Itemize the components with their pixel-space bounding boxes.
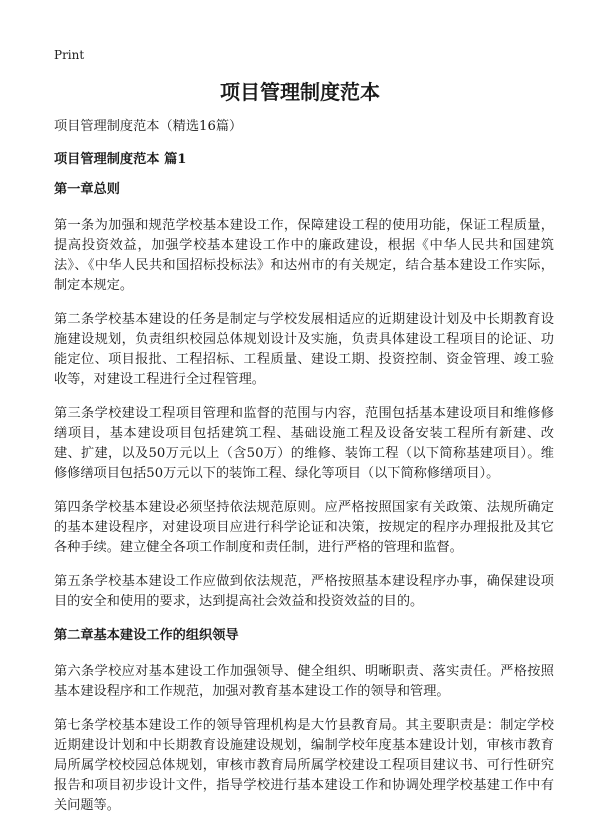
print-link[interactable]: Print: [54, 48, 85, 62]
document-body: [54, 117, 554, 830]
chapter-1-paragraph: 第四条学校基本建设必须坚持依法规范原则。应严格按照国家有关政策、法规所确定的基本建设程序，对建设项目应进行科学论证和决策，按规定的程序办理报批及其它各种手续。建立健全各项工作制度和责任制，进行严格的管理和监督。: [54, 500, 554, 555]
chapter-1-paragraph: 第五条学校基本建设工作应做到依法规范，严格按照基本建设程序办事，确保建设项目的安全和使用的要求，达到提高社会效益和投资效益的目的。: [54, 574, 554, 609]
chapter-1-paragraph: 第二条学校基本建设的任务是制定与学校发展相适应的近期建设计划及中长期教育设施建设规划，负责组织校园总体规划设计及实施，负责具体建设工程项目的论证、功能定位、项目报批、工程招标、工程质量、建设工期、投资控制、资金管理、竣工验收等，对建设工程进行全过程管理。: [54, 312, 554, 387]
chapter-1-paragraph: 第三条学校建设工程项目管理和监督的范围与内容，范围包括基本建设项目和维修修缮项目，基本建设项目包括建筑工程、基础设施工程及设备安装工程所有新建、改建、扩建，以及50万元以上（含50万）的维修、装饰工程（以下简称基建项目）。维修修缮项目包括50万元以下的装饰工程、绿化等项目（以下简称修缮项目）。: [54, 406, 554, 481]
document-subtitle: 项目管理制度范本（精选16篇）: [54, 119, 243, 134]
chapter-2-heading: 第二章基本建设工作的组织领导: [54, 628, 239, 643]
chapter-2-paragraph: 第七条学校基本建设工作的领导管理机构是大竹县教育局。其主要职责是：制定学校近期建设计划和中长期教育设施建设规划，编制学校年度基本建设计划，审核市教育局所属学校校园总体规划，审核市教育局所属学校建设工程项目建议书、可行性研究报告和项目初步设计文件，指导学校进行基本建设工作和协调处理学校基建工作中有关问题等。: [54, 718, 554, 813]
chapter-1-paragraph: 第一条为加强和规范学校基本建设工作，保障建设工程的使用功能，保证工程质量，提高投资效益，加强学校基本建设工作中的廉政建设，根据《中华人民共和国建筑法》、《中华人民共和国招标投标法》和达州市的有关规定，结合基本建设工作实际，制定本规定。: [54, 218, 554, 293]
page-title: 项目管理制度范本: [220, 80, 380, 104]
chapter-1-heading: 第一章总则: [54, 182, 120, 197]
article-heading: 项目管理制度范本 篇1: [54, 152, 187, 167]
chapter-2-paragraph: 第六条学校应对基本建设工作加强领导、健全组织、明晰职责、落实责任。严格按照基本建设程序和工作规范，加强对教育基本建设工作的领导和管理。: [54, 664, 554, 699]
